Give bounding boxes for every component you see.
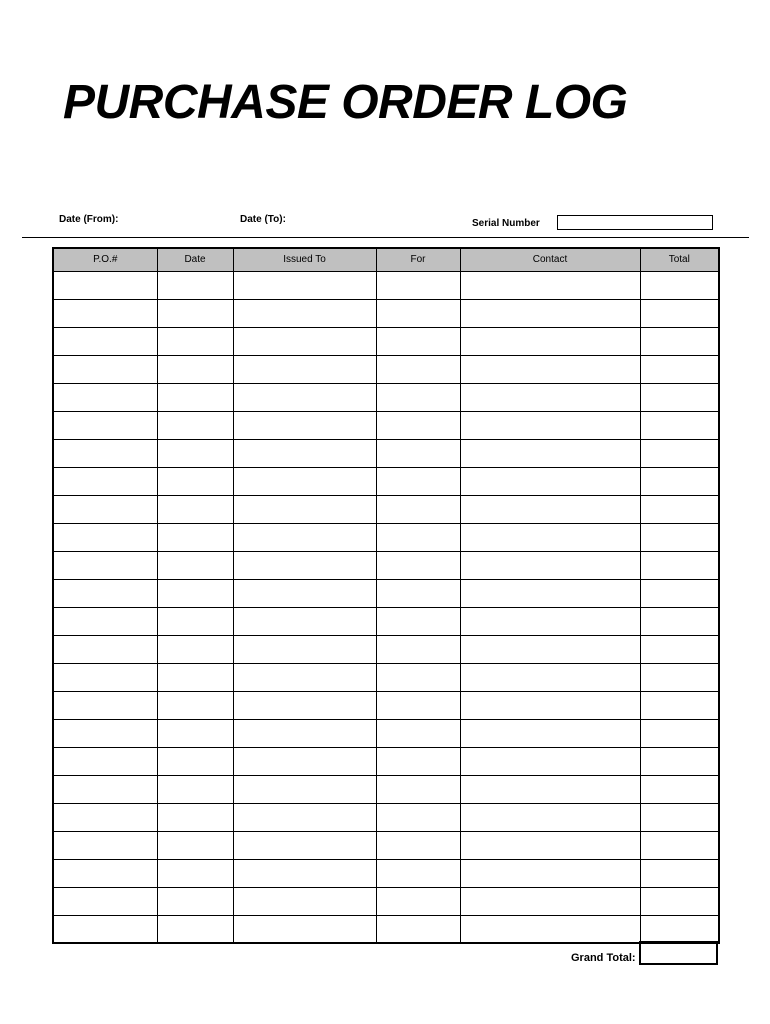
date-cell[interactable] — [157, 551, 233, 579]
for-cell[interactable] — [376, 635, 460, 663]
date-cell[interactable] — [157, 859, 233, 887]
po-number-cell[interactable] — [53, 831, 157, 859]
total-cell[interactable] — [640, 355, 719, 383]
contact-cell[interactable] — [460, 467, 640, 495]
issued-to-cell[interactable] — [233, 607, 376, 635]
po-number-cell[interactable] — [53, 327, 157, 355]
contact-cell[interactable] — [460, 271, 640, 299]
total-cell[interactable] — [640, 663, 719, 691]
date-cell[interactable] — [157, 299, 233, 327]
for-cell[interactable] — [376, 859, 460, 887]
po-number-cell[interactable] — [53, 635, 157, 663]
issued-to-cell[interactable] — [233, 327, 376, 355]
po-number-cell[interactable] — [53, 551, 157, 579]
contact-cell[interactable] — [460, 439, 640, 467]
contact-cell[interactable] — [460, 523, 640, 551]
table-row — [53, 299, 719, 327]
table-row — [53, 439, 719, 467]
for-cell[interactable] — [376, 775, 460, 803]
issued-to-cell[interactable] — [233, 271, 376, 299]
po-number-cell[interactable] — [53, 495, 157, 523]
po-number-cell[interactable] — [53, 579, 157, 607]
total-cell[interactable] — [640, 635, 719, 663]
table-row — [53, 859, 719, 887]
contact-cell[interactable] — [460, 355, 640, 383]
contact-cell[interactable] — [460, 803, 640, 831]
contact-cell[interactable] — [460, 887, 640, 915]
issued-to-cell[interactable] — [233, 439, 376, 467]
date-cell[interactable] — [157, 271, 233, 299]
table-row — [53, 495, 719, 523]
total-cell[interactable] — [640, 775, 719, 803]
total-cell[interactable] — [640, 579, 719, 607]
header-divider — [22, 237, 749, 238]
for-cell[interactable] — [376, 467, 460, 495]
po-number-cell[interactable] — [53, 439, 157, 467]
date-cell[interactable] — [157, 775, 233, 803]
contact-cell[interactable] — [460, 775, 640, 803]
contact-cell[interactable] — [460, 691, 640, 719]
serial-number-field[interactable] — [557, 215, 713, 230]
table-row — [53, 607, 719, 635]
date-cell[interactable] — [157, 887, 233, 915]
table-body — [53, 271, 719, 943]
issued-to-cell[interactable] — [233, 775, 376, 803]
for-cell[interactable] — [376, 523, 460, 551]
date-to-label: Date (To): — [240, 214, 286, 225]
total-cell[interactable] — [640, 299, 719, 327]
table-row — [53, 355, 719, 383]
column-header-for: For — [376, 248, 460, 271]
contact-cell[interactable] — [460, 915, 640, 943]
po-number-cell[interactable] — [53, 271, 157, 299]
for-cell[interactable] — [376, 411, 460, 439]
for-cell[interactable] — [376, 299, 460, 327]
table-row — [53, 663, 719, 691]
table-row — [53, 383, 719, 411]
issued-to-cell[interactable] — [233, 411, 376, 439]
total-cell[interactable] — [640, 607, 719, 635]
po-number-cell[interactable] — [53, 299, 157, 327]
total-cell[interactable] — [640, 803, 719, 831]
for-cell[interactable] — [376, 915, 460, 943]
contact-cell[interactable] — [460, 579, 640, 607]
contact-cell[interactable] — [460, 831, 640, 859]
date-cell[interactable] — [157, 579, 233, 607]
issued-to-cell[interactable] — [233, 523, 376, 551]
po-number-cell[interactable] — [53, 775, 157, 803]
total-cell[interactable] — [640, 495, 719, 523]
contact-cell[interactable] — [460, 327, 640, 355]
for-cell[interactable] — [376, 495, 460, 523]
date-cell[interactable] — [157, 719, 233, 747]
table-row — [53, 327, 719, 355]
column-header-issued-to: Issued To — [233, 248, 376, 271]
table-row — [53, 635, 719, 663]
issued-to-cell[interactable] — [233, 495, 376, 523]
total-cell[interactable] — [640, 439, 719, 467]
column-header-contact: Contact — [460, 248, 640, 271]
table-row — [53, 887, 719, 915]
for-cell[interactable] — [376, 803, 460, 831]
table-row — [53, 271, 719, 299]
date-cell[interactable] — [157, 831, 233, 859]
table-row — [53, 915, 719, 943]
date-cell[interactable] — [157, 411, 233, 439]
issued-to-cell[interactable] — [233, 579, 376, 607]
serial-number-label: Serial Number — [472, 218, 540, 229]
for-cell[interactable] — [376, 719, 460, 747]
issued-to-cell[interactable] — [233, 299, 376, 327]
total-cell[interactable] — [640, 383, 719, 411]
page-title: PURCHASE ORDER LOG — [63, 76, 628, 129]
for-cell[interactable] — [376, 355, 460, 383]
po-number-cell[interactable] — [53, 607, 157, 635]
contact-cell[interactable] — [460, 411, 640, 439]
issued-to-cell[interactable] — [233, 467, 376, 495]
date-cell[interactable] — [157, 663, 233, 691]
po-number-cell[interactable] — [53, 467, 157, 495]
issued-to-cell[interactable] — [233, 831, 376, 859]
date-cell[interactable] — [157, 747, 233, 775]
issued-to-cell[interactable] — [233, 803, 376, 831]
grand-total-label: Grand Total: — [571, 952, 636, 964]
date-cell[interactable] — [157, 467, 233, 495]
grand-total-field[interactable] — [639, 941, 718, 965]
table-row — [53, 467, 719, 495]
total-cell[interactable] — [640, 915, 719, 943]
issued-to-cell[interactable] — [233, 635, 376, 663]
issued-to-cell[interactable] — [233, 887, 376, 915]
date-from-label: Date (From): — [59, 214, 119, 225]
total-cell[interactable] — [640, 467, 719, 495]
table-row — [53, 411, 719, 439]
for-cell[interactable] — [376, 887, 460, 915]
issued-to-cell[interactable] — [233, 383, 376, 411]
contact-cell[interactable] — [460, 607, 640, 635]
po-number-cell[interactable] — [53, 691, 157, 719]
total-cell[interactable] — [640, 523, 719, 551]
table-row — [53, 803, 719, 831]
issued-to-cell[interactable] — [233, 551, 376, 579]
table-row — [53, 831, 719, 859]
date-cell[interactable] — [157, 355, 233, 383]
issued-to-cell[interactable] — [233, 691, 376, 719]
date-cell[interactable] — [157, 327, 233, 355]
for-cell[interactable] — [376, 691, 460, 719]
po-number-cell[interactable] — [53, 523, 157, 551]
date-cell[interactable] — [157, 803, 233, 831]
table-row — [53, 523, 719, 551]
total-cell[interactable] — [640, 327, 719, 355]
po-number-cell[interactable] — [53, 355, 157, 383]
table-row — [53, 579, 719, 607]
issued-to-cell[interactable] — [233, 859, 376, 887]
issued-to-cell[interactable] — [233, 747, 376, 775]
date-cell[interactable] — [157, 523, 233, 551]
contact-cell[interactable] — [460, 635, 640, 663]
issued-to-cell[interactable] — [233, 663, 376, 691]
po-number-cell[interactable] — [53, 859, 157, 887]
date-cell[interactable] — [157, 635, 233, 663]
po-number-cell[interactable] — [53, 383, 157, 411]
for-cell[interactable] — [376, 383, 460, 411]
date-cell[interactable] — [157, 607, 233, 635]
for-cell[interactable] — [376, 579, 460, 607]
table-row — [53, 719, 719, 747]
date-cell[interactable] — [157, 915, 233, 943]
column-header-date: Date — [157, 248, 233, 271]
total-cell[interactable] — [640, 747, 719, 775]
po-number-cell[interactable] — [53, 887, 157, 915]
table-row — [53, 775, 719, 803]
for-cell[interactable] — [376, 831, 460, 859]
po-number-cell[interactable] — [53, 663, 157, 691]
contact-cell[interactable] — [460, 859, 640, 887]
total-cell[interactable] — [640, 691, 719, 719]
issued-to-cell[interactable] — [233, 719, 376, 747]
contact-cell[interactable] — [460, 747, 640, 775]
po-number-cell[interactable] — [53, 411, 157, 439]
table-row — [53, 691, 719, 719]
date-cell[interactable] — [157, 495, 233, 523]
total-cell[interactable] — [640, 859, 719, 887]
for-cell[interactable] — [376, 663, 460, 691]
table-row — [53, 747, 719, 775]
contact-cell[interactable] — [460, 495, 640, 523]
issued-to-cell[interactable] — [233, 355, 376, 383]
contact-cell[interactable] — [460, 719, 640, 747]
total-cell[interactable] — [640, 887, 719, 915]
column-header-po-number: P.O.# — [53, 248, 157, 271]
contact-cell[interactable] — [460, 299, 640, 327]
for-cell[interactable] — [376, 439, 460, 467]
issued-to-cell[interactable] — [233, 915, 376, 943]
po-number-cell[interactable] — [53, 803, 157, 831]
column-header-total: Total — [640, 248, 719, 271]
date-cell[interactable] — [157, 691, 233, 719]
contact-cell[interactable] — [460, 663, 640, 691]
table-header-row — [53, 248, 719, 271]
for-cell[interactable] — [376, 607, 460, 635]
for-cell[interactable] — [376, 271, 460, 299]
total-cell[interactable] — [640, 551, 719, 579]
contact-cell[interactable] — [460, 383, 640, 411]
total-cell[interactable] — [640, 719, 719, 747]
po-number-cell[interactable] — [53, 915, 157, 943]
purchase-order-table — [52, 247, 720, 944]
for-cell[interactable] — [376, 551, 460, 579]
table-row — [53, 551, 719, 579]
po-number-cell[interactable] — [53, 747, 157, 775]
for-cell[interactable] — [376, 327, 460, 355]
date-cell[interactable] — [157, 439, 233, 467]
total-cell[interactable] — [640, 831, 719, 859]
po-number-cell[interactable] — [53, 719, 157, 747]
total-cell[interactable] — [640, 271, 719, 299]
total-cell[interactable] — [640, 411, 719, 439]
for-cell[interactable] — [376, 747, 460, 775]
date-cell[interactable] — [157, 383, 233, 411]
contact-cell[interactable] — [460, 551, 640, 579]
